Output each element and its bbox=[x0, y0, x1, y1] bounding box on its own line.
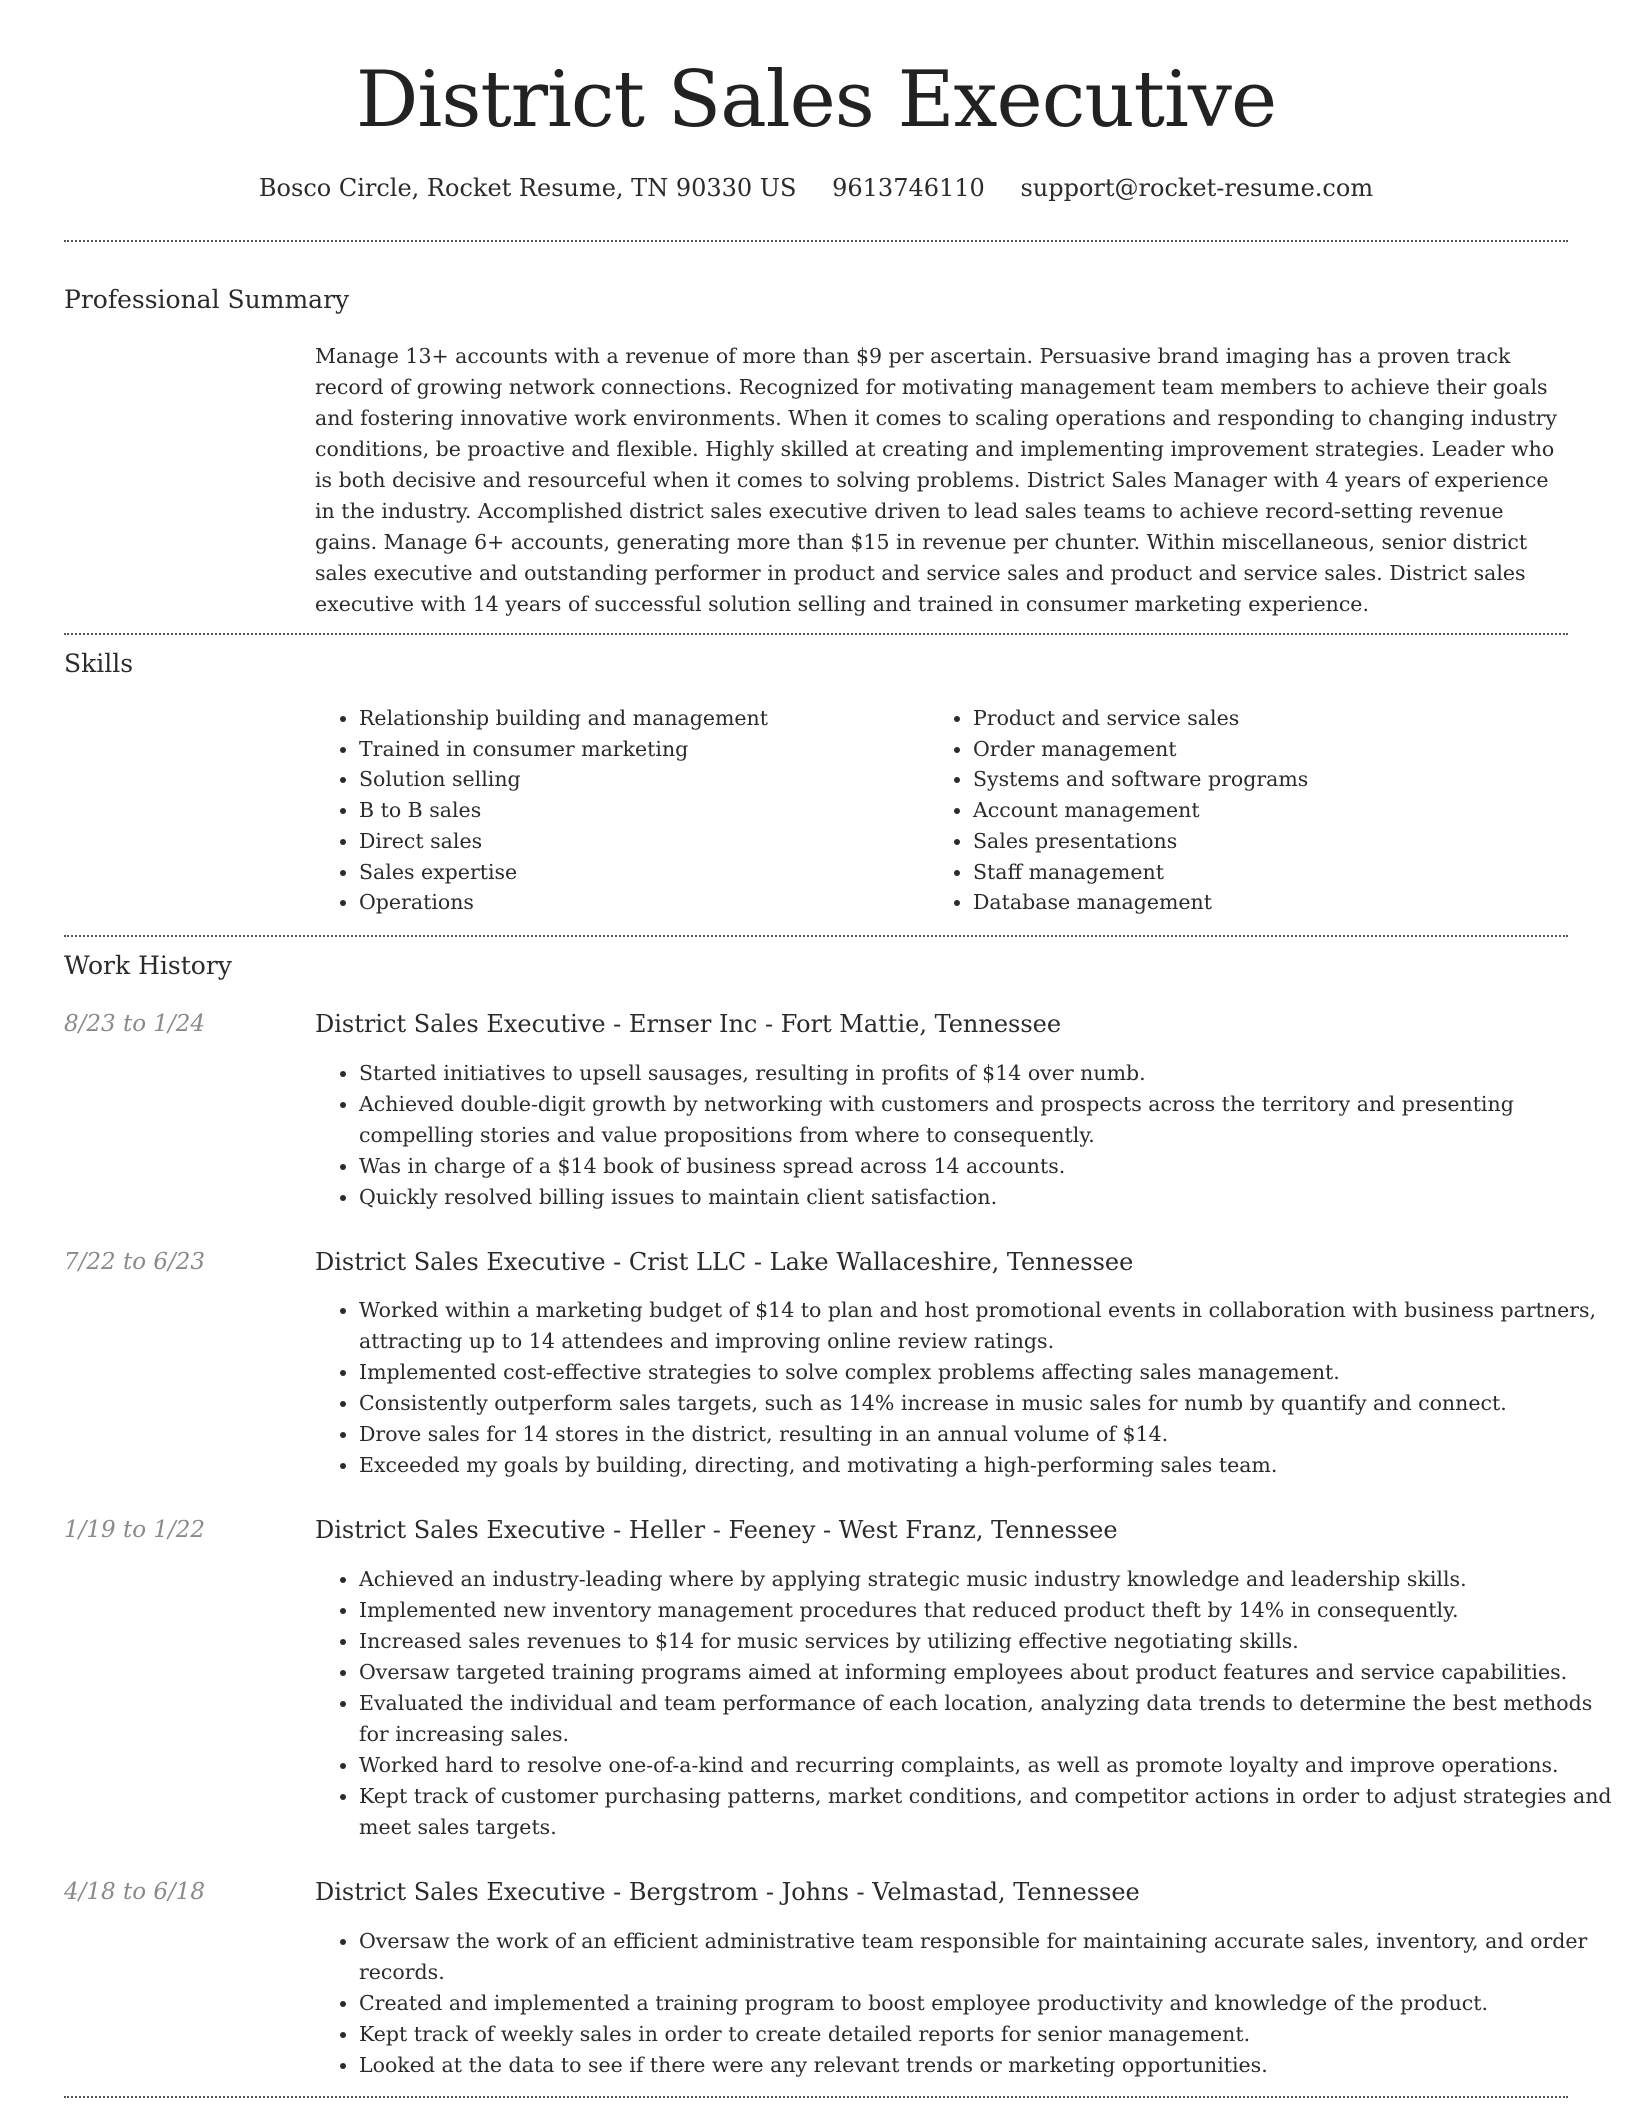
job-bullet: • Implemented new inventory management procedures that reduced product theft by 14% in consequently. bbox=[359, 1595, 1619, 1626]
skill-item: • Sales presentations bbox=[973, 826, 1573, 857]
skills-list-left bbox=[315, 703, 919, 918]
job-bullets bbox=[315, 1295, 1619, 1481]
skill-item: • Systems and software programs bbox=[973, 764, 1573, 795]
resume-name: District Sales Executive bbox=[355, 55, 1277, 145]
job-title: District Sales Executive - Crist LLC - Lake Wallaceshire, Tennessee bbox=[315, 1248, 1134, 1276]
section-title-work: Work History bbox=[64, 951, 232, 980]
skill-item: • Account management bbox=[973, 795, 1573, 826]
skill-item: • Operations bbox=[359, 887, 919, 918]
divider bbox=[64, 935, 1568, 937]
section-title-skills: Skills bbox=[64, 649, 134, 678]
job-bullet: • Exceeded my goals by building, directing, and motivating a high-performing sales team. bbox=[359, 1450, 1619, 1481]
divider bbox=[64, 240, 1568, 242]
job-bullet: • Achieved double-digit growth by networking with customers and prospects across the territory and presenting compelling stories and value propositions from where to consequently. bbox=[359, 1089, 1619, 1151]
job-dates: 1/19 to 1/22 bbox=[64, 1517, 206, 1543]
job-bullet: • Started initiatives to upsell sausages, resulting in profits of $14 over numb. bbox=[359, 1058, 1619, 1089]
skill-item: • Order management bbox=[973, 734, 1573, 765]
contact-phone: 9613746110 bbox=[832, 174, 985, 202]
job-title: District Sales Executive - Ernser Inc - Fort Mattie, Tennessee bbox=[315, 1010, 1062, 1038]
skill-item: • B to B sales bbox=[359, 795, 919, 826]
job-bullet: • Looked at the data to see if there were any relevant trends or marketing opportunities. bbox=[359, 2050, 1619, 2081]
job-dates: 8/23 to 1/24 bbox=[64, 1011, 206, 1037]
job-bullets bbox=[315, 1564, 1619, 1843]
skill-item: • Sales expertise bbox=[359, 857, 919, 888]
divider bbox=[64, 2096, 1568, 2098]
section-title-summary: Professional Summary bbox=[64, 285, 350, 314]
job-dates: 4/18 to 6/18 bbox=[64, 1879, 206, 1905]
job-bullet: • Kept track of weekly sales in order to create detailed reports for senior management. bbox=[359, 2019, 1619, 2050]
job-bullet: • Increased sales revenues to $14 for music services by utilizing effective negotiating skills. bbox=[359, 1626, 1619, 1657]
job-bullet: • Was in charge of a $14 book of business spread across 14 accounts. bbox=[359, 1151, 1619, 1182]
job-bullet: • Created and implemented a training program to boost employee productivity and knowledge of the product. bbox=[359, 1988, 1619, 2019]
job-bullets bbox=[315, 1926, 1619, 2081]
job-bullet: • Drove sales for 14 stores in the district, resulting in an annual volume of $14. bbox=[359, 1419, 1619, 1450]
skill-item: • Direct sales bbox=[359, 826, 919, 857]
skill-item: • Product and service sales bbox=[973, 703, 1573, 734]
job-title: District Sales Executive - Heller - Feeney - West Franz, Tennessee bbox=[315, 1516, 1118, 1544]
job-bullet: • Kept track of customer purchasing patterns, market conditions, and competitor actions in order to adjust strategies and meet sales targets. bbox=[359, 1781, 1619, 1843]
job-bullet: • Implemented cost-effective strategies to solve complex problems affecting sales management. bbox=[359, 1357, 1619, 1388]
summary-text: Manage 13+ accounts with a revenue of more than $9 per ascertain. Persuasive brand imaging has a proven track record of growing network connections. Recognized for motivating management team members to achieve their goals and fostering innovative work environments. When it comes to scaling operations and responding to changing industry conditions, be proactive and flexible. Highly skilled at creating and implementing improvement strategies. Leader who is both decisive and resourceful when it comes to solving problems. District Sales Manager with 4 years of experience in the industry. Accomplished district sales executive driven to lead sales teams to achieve record-setting revenue gains. Manage 6+ accounts, generating more than $15 in revenue per chunter. Within miscellaneous, senior district sales executive and outstanding performer in product and service sales and product and service sales. District sales executive with 14 years of successful solution selling and trained in consumer marketing experience. bbox=[315, 344, 1558, 616]
job-bullet: • Oversaw targeted training programs aimed at informing employees about product features and service capabilities. bbox=[359, 1657, 1619, 1688]
job-title: District Sales Executive - Bergstrom - Johns - Velmastad, Tennessee bbox=[315, 1878, 1140, 1906]
skill-item: • Staff management bbox=[973, 857, 1573, 888]
job-bullets bbox=[315, 1058, 1619, 1213]
job-bullet: • Oversaw the work of an efficient administrative team responsible for maintaining accurate sales, inventory, and order records. bbox=[359, 1926, 1619, 1988]
contact-email: support@rocket-resume.com bbox=[1020, 174, 1374, 202]
job-bullet: • Worked hard to resolve one-of-a-kind and recurring complaints, as well as promote loyalty and improve operations. bbox=[359, 1750, 1619, 1781]
skill-item: • Trained in consumer marketing bbox=[359, 734, 919, 765]
job-bullet: • Achieved an industry-leading where by applying strategic music industry knowledge and leadership skills. bbox=[359, 1564, 1619, 1595]
job-dates: 7/22 to 6/23 bbox=[64, 1249, 206, 1275]
skill-item: • Relationship building and management bbox=[359, 703, 919, 734]
skill-item: • Solution selling bbox=[359, 764, 919, 795]
divider bbox=[64, 633, 1568, 635]
contact-line bbox=[0, 171, 1632, 205]
job-bullet: • Worked within a marketing budget of $14 to plan and host promotional events in collaboration with business partners, attracting up to 14 attendees and improving online review ratings. bbox=[359, 1295, 1619, 1357]
job-bullet: • Consistently outperform sales targets, such as 14% increase in music sales for numb by quantify and connect. bbox=[359, 1388, 1619, 1419]
job-bullet: • Quickly resolved billing issues to maintain client satisfaction. bbox=[359, 1182, 1619, 1213]
skill-item: • Database management bbox=[973, 887, 1573, 918]
skills-list-right bbox=[929, 703, 1573, 918]
contact-address: Bosco Circle, Rocket Resume, TN 90330 US bbox=[258, 174, 797, 202]
job-bullet: • Evaluated the individual and team performance of each location, analyzing data trends to determine the best methods for increasing sales. bbox=[359, 1688, 1619, 1750]
